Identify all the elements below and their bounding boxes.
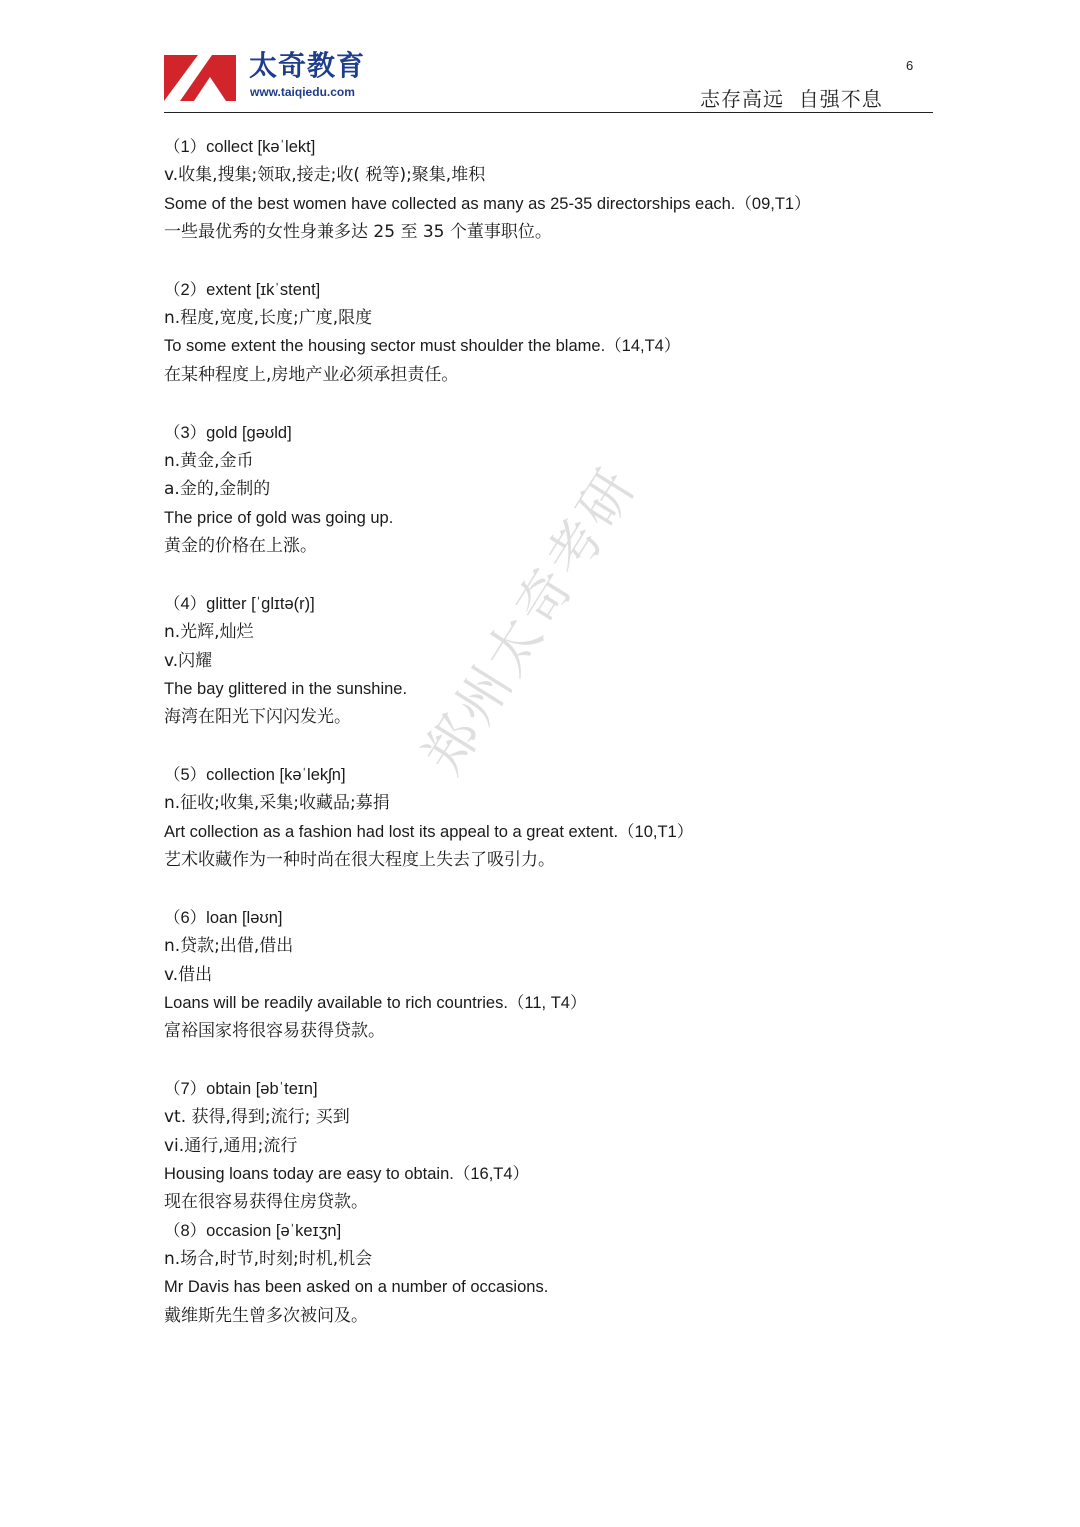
vocab-entry-extent bbox=[164, 276, 924, 389]
example-translation: 富裕国家将很容易获得贷款。 bbox=[164, 1021, 385, 1042]
vocab-entry-collect bbox=[164, 133, 924, 246]
example-translation: 艺术收藏作为一种时尚在很大程度上失去了吸引力。 bbox=[164, 849, 555, 870]
example-translation: 海湾在阳光下闪闪发光。 bbox=[164, 707, 351, 728]
vocab-entry-occasion bbox=[164, 1217, 924, 1330]
example-sentence: The bay glittered in the sunshine. bbox=[164, 679, 408, 698]
vocabulary-list bbox=[164, 133, 924, 1330]
example-translation: 黄金的价格在上涨。 bbox=[164, 535, 317, 556]
entry-heading: （7）obtain [əbˈteɪn] bbox=[164, 1080, 318, 1099]
vocab-entry-obtain bbox=[164, 1075, 924, 1216]
logo-url: www.taiqiedu.com bbox=[250, 85, 355, 99]
logo-icon bbox=[164, 55, 236, 101]
example-sentence: To some extent the housing sector must shoulder the blame.（14,T4） bbox=[164, 337, 681, 356]
entry-definition: a.金的,金制的 bbox=[164, 479, 271, 500]
example-sentence: Mr Davis has been asked on a number of occasions. bbox=[164, 1278, 549, 1297]
entry-definition: n.黄金,金币 bbox=[164, 451, 254, 472]
example-sentence: Housing loans today are easy to obtain.（16,T4） bbox=[164, 1165, 530, 1184]
entry-definition: n.场合,时节,时刻;时机,机会 bbox=[164, 1248, 373, 1269]
entry-definition: vi.通行,通用;流行 bbox=[164, 1135, 298, 1156]
example-translation: 一些最优秀的女性身兼多达 25 至 35 个董事职位。 bbox=[164, 221, 552, 242]
entry-definition: vt. 获得,得到;流行; 买到 bbox=[164, 1107, 350, 1128]
logo-name: 太奇教育 bbox=[249, 49, 366, 82]
entry-definition: n.贷款;出借,借出 bbox=[164, 936, 294, 957]
entry-definition: n.光辉,灿烂 bbox=[164, 622, 254, 643]
header-divider bbox=[164, 112, 933, 113]
entry-heading: （2）extent [ɪkˈstent] bbox=[164, 280, 321, 299]
entry-heading: （1）collect [kəˈlekt] bbox=[164, 138, 316, 156]
page-number: 6 bbox=[906, 58, 914, 73]
example-sentence: Art collection as a fashion had lost its appeal to a great extent.（10,T1） bbox=[164, 822, 694, 841]
entry-heading: （3）gold [gəʊld] bbox=[164, 423, 292, 442]
entry-definition: v.闪耀 bbox=[164, 650, 213, 671]
entry-heading: （5）collection [kəˈlekʃn] bbox=[164, 766, 346, 785]
vocab-entry-loan bbox=[164, 904, 924, 1045]
vocab-entry-collection bbox=[164, 761, 924, 874]
entry-definition: v.借出 bbox=[164, 964, 213, 985]
example-translation: 戴维斯先生曾多次被问及。 bbox=[164, 1305, 368, 1326]
entry-heading: （6）loan [ləʊn] bbox=[164, 908, 283, 927]
header-motto: 志存高远 自强不息 bbox=[700, 87, 883, 111]
example-translation: 现在很容易获得住房贷款。 bbox=[164, 1192, 368, 1213]
example-sentence: The price of gold was going up. bbox=[164, 508, 394, 527]
example-sentence: Some of the best women have collected as many as 25-35 directorships each.（09,T1） bbox=[164, 194, 811, 213]
entry-definition: n.征收;收集,采集;收藏品;募捐 bbox=[164, 793, 390, 814]
entry-definition: v.收集,搜集;领取,接走;收( 税等);聚集,堆积 bbox=[164, 165, 486, 186]
page-header bbox=[0, 0, 1080, 120]
entry-definition: n.程度,宽度,长度;广度,限度 bbox=[164, 308, 373, 329]
example-translation: 在某种程度上,房地产业必须承担责任。 bbox=[164, 364, 459, 385]
entry-heading: （4）glitter [ˈglɪtə(r)] bbox=[164, 594, 315, 613]
entry-heading: （8）occasion [əˈkeɪʒn] bbox=[164, 1221, 342, 1240]
watermark-text: 郑州太奇考研 bbox=[411, 455, 650, 785]
example-sentence: Loans will be readily available to rich countries.（11, T4） bbox=[164, 993, 587, 1012]
